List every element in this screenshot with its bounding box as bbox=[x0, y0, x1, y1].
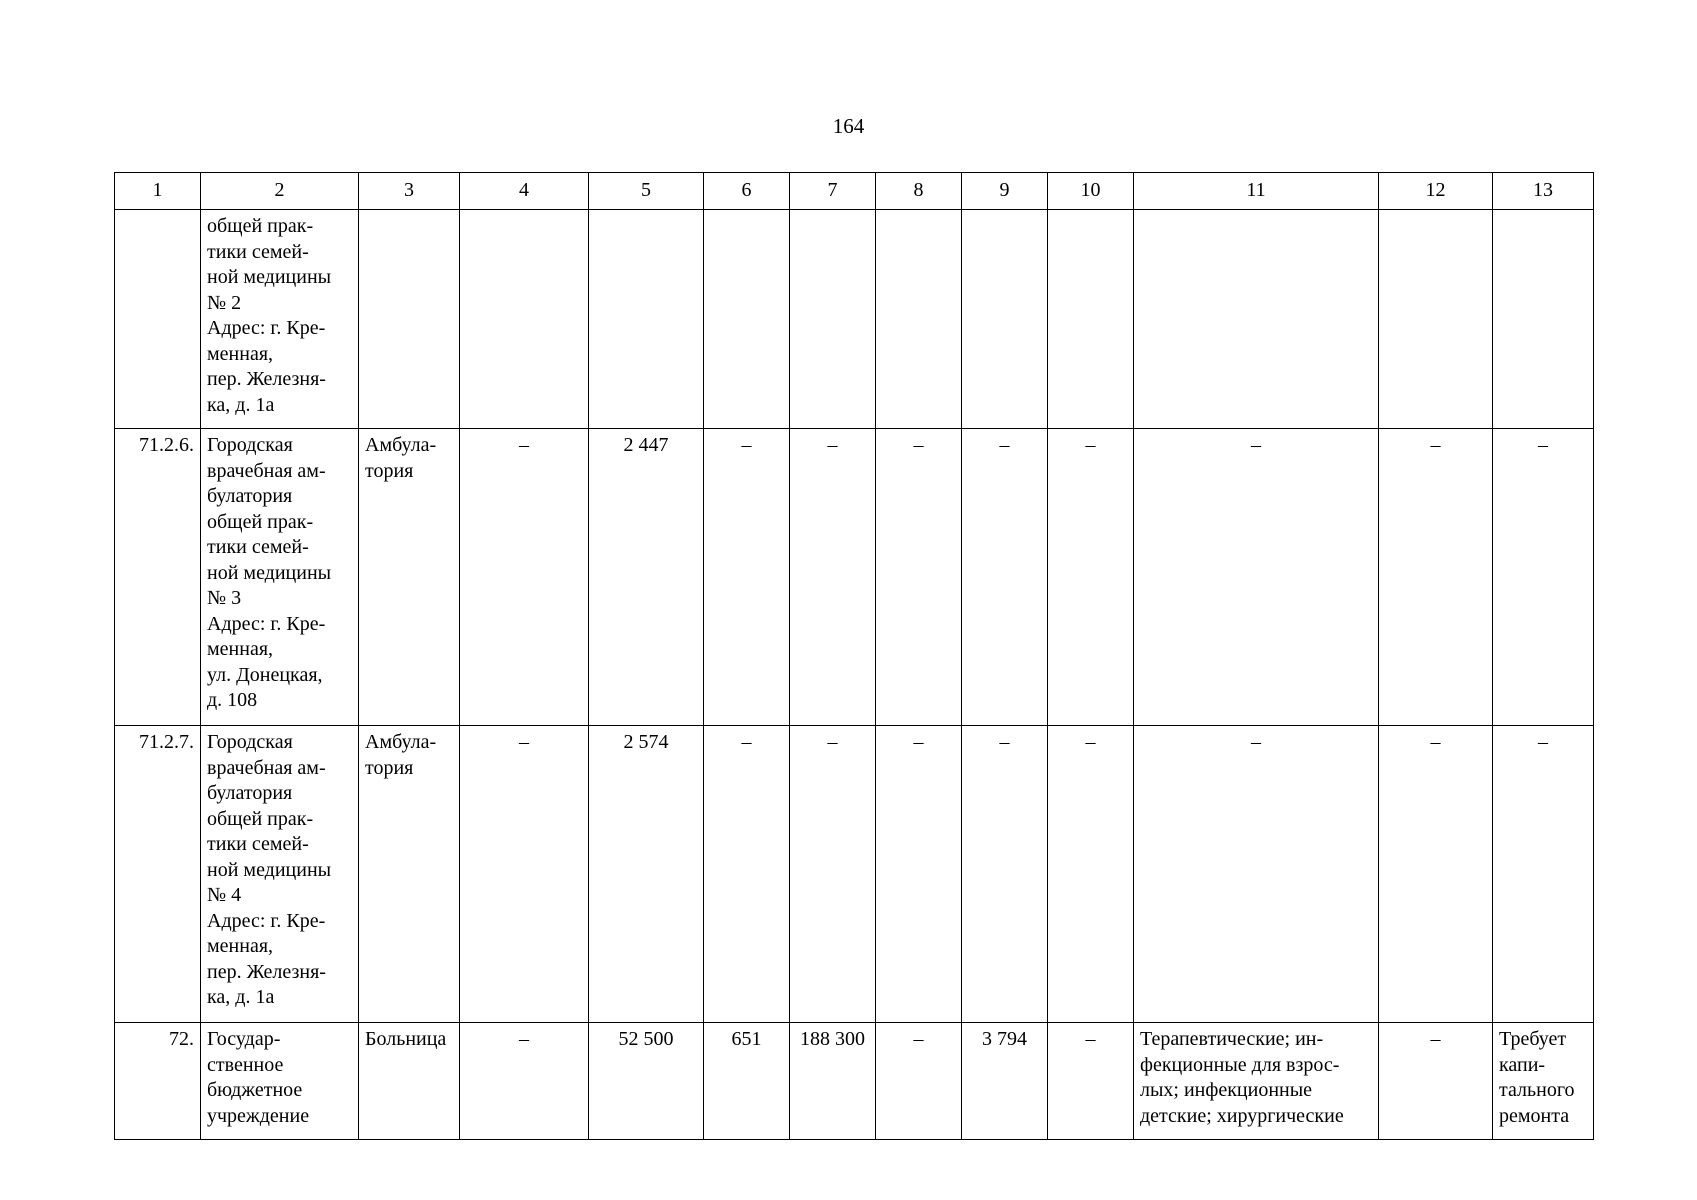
cell-col10: – bbox=[1048, 726, 1134, 1023]
column-header: 5 bbox=[589, 173, 704, 210]
cell-col12: – bbox=[1379, 1023, 1493, 1140]
cell-col11: – bbox=[1134, 429, 1379, 726]
cell-col9: 3 794 bbox=[962, 1023, 1048, 1140]
column-header: 6 bbox=[704, 173, 790, 210]
cell-name: общей прак- тики семей- ной медицины № 2 Адрес: г. Кре- менная, пер. Железня- ка, д. 1а bbox=[201, 210, 359, 429]
cell-name: Городская врачебная ам- булатория общей прак- тики семей- ной медицины № 4 Адрес: г. Кре- менная, пер. Железня- ка, д. 1а bbox=[201, 726, 359, 1023]
cell-col6: 651 bbox=[704, 1023, 790, 1140]
cell-col11 bbox=[1134, 210, 1379, 429]
cell-col9: – bbox=[962, 429, 1048, 726]
cell-col13: Требует капи- тального ремонта bbox=[1493, 1023, 1594, 1140]
cell-col5: 2 574 bbox=[589, 726, 704, 1023]
table-header-row bbox=[115, 173, 1594, 210]
document-table bbox=[114, 172, 1594, 1140]
table-row bbox=[115, 726, 1594, 1023]
cell-col10 bbox=[1048, 210, 1134, 429]
column-header: 8 bbox=[876, 173, 962, 210]
table-row bbox=[115, 1023, 1594, 1140]
table-row bbox=[115, 429, 1594, 726]
cell-col12: – bbox=[1379, 726, 1493, 1023]
cell-col4: – bbox=[460, 429, 589, 726]
cell-number: 71.2.7. bbox=[115, 726, 201, 1023]
cell-name: Городская врачебная ам- булатория общей прак- тики семей- ной медицины № 3 Адрес: г. Кре- менная, ул. Донецкая, д. 108 bbox=[201, 429, 359, 726]
column-header: 9 bbox=[962, 173, 1048, 210]
cell-number: 71.2.6. bbox=[115, 429, 201, 726]
cell-type: Больница bbox=[359, 1023, 460, 1140]
column-header: 4 bbox=[460, 173, 589, 210]
cell-type bbox=[359, 210, 460, 429]
cell-col6: – bbox=[704, 429, 790, 726]
cell-col12 bbox=[1379, 210, 1493, 429]
table-row bbox=[115, 210, 1594, 429]
cell-number: 72. bbox=[115, 1023, 201, 1140]
cell-col13: – bbox=[1493, 429, 1594, 726]
cell-col8: – bbox=[876, 1023, 962, 1140]
cell-col6: – bbox=[704, 726, 790, 1023]
column-header: 11 bbox=[1134, 173, 1379, 210]
cell-col13 bbox=[1493, 210, 1594, 429]
cell-col5 bbox=[589, 210, 704, 429]
cell-col7: – bbox=[790, 429, 876, 726]
cell-col6 bbox=[704, 210, 790, 429]
cell-col7: 188 300 bbox=[790, 1023, 876, 1140]
cell-col4: – bbox=[460, 726, 589, 1023]
cell-col4 bbox=[460, 210, 589, 429]
cell-col12: – bbox=[1379, 429, 1493, 726]
column-header: 10 bbox=[1048, 173, 1134, 210]
cell-col7 bbox=[790, 210, 876, 429]
column-header: 12 bbox=[1379, 173, 1493, 210]
cell-col10: – bbox=[1048, 429, 1134, 726]
cell-col4: – bbox=[460, 1023, 589, 1140]
cell-col8: – bbox=[876, 429, 962, 726]
cell-type: Амбула- тория bbox=[359, 726, 460, 1023]
column-header: 3 bbox=[359, 173, 460, 210]
cell-col7: – bbox=[790, 726, 876, 1023]
cell-number bbox=[115, 210, 201, 429]
cell-col10: – bbox=[1048, 1023, 1134, 1140]
cell-col11: Терапевтические; ин- фекционные для взрос- лых; инфекционные детские; хирургические bbox=[1134, 1023, 1379, 1140]
column-header: 13 bbox=[1493, 173, 1594, 210]
cell-col11: – bbox=[1134, 726, 1379, 1023]
cell-col5: 52 500 bbox=[589, 1023, 704, 1140]
cell-type: Амбула- тория bbox=[359, 429, 460, 726]
cell-col8: – bbox=[876, 726, 962, 1023]
cell-col9 bbox=[962, 210, 1048, 429]
column-header: 2 bbox=[201, 173, 359, 210]
column-header: 7 bbox=[790, 173, 876, 210]
cell-name: Государ- ственное бюджетное учреждение bbox=[201, 1023, 359, 1140]
cell-col9: – bbox=[962, 726, 1048, 1023]
cell-col5: 2 447 bbox=[589, 429, 704, 726]
cell-col8 bbox=[876, 210, 962, 429]
column-header: 1 bbox=[115, 173, 201, 210]
cell-col13: – bbox=[1493, 726, 1594, 1023]
page-number: 164 bbox=[832, 114, 865, 138]
